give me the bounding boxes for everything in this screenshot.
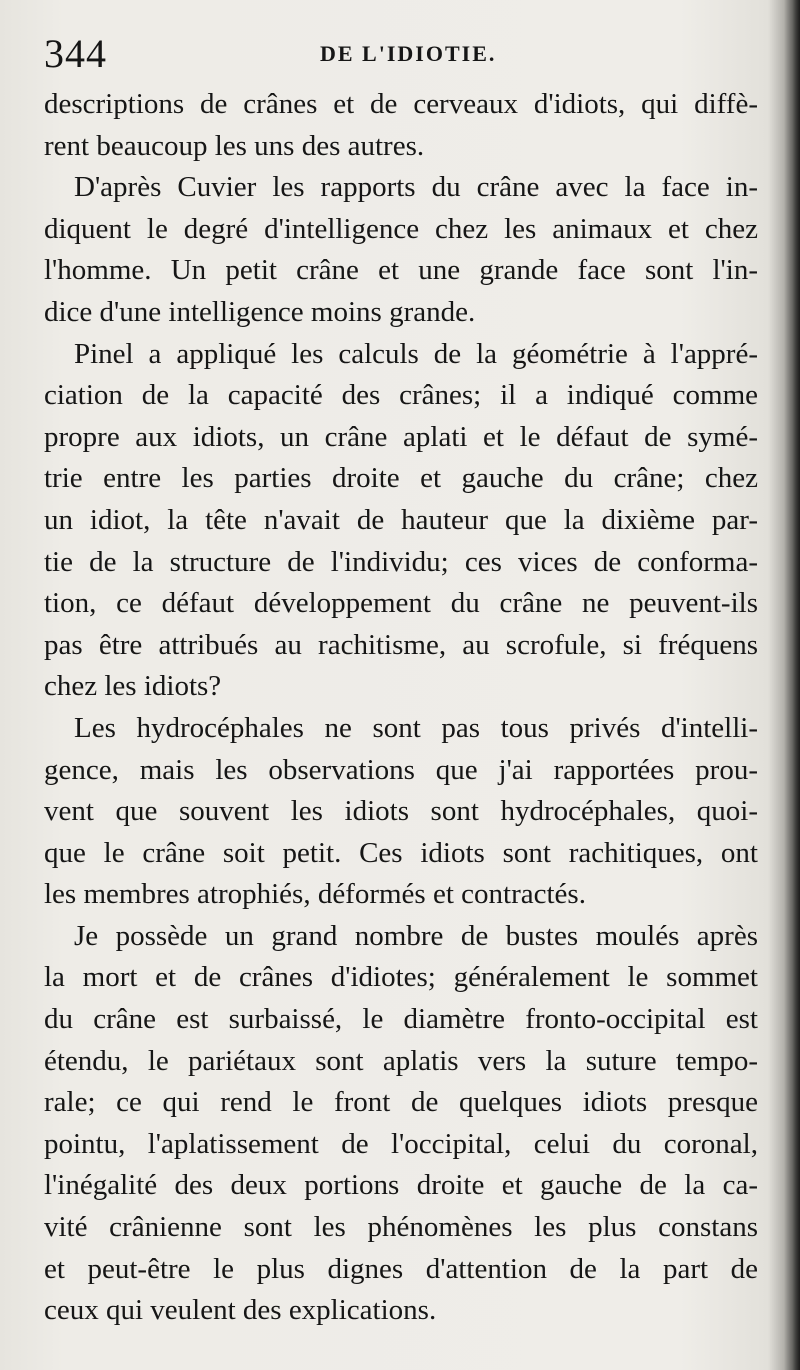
text-line: pointu, l'aplatissement de l'occipital, celui du coronal, <box>44 1127 758 1160</box>
text-line: Pinel a appliqué les calculs de la géométrie à l'appré- <box>74 337 758 370</box>
running-head: DE L'IDIOTIE. <box>320 41 497 66</box>
text-line: propre aux idiots, un crâne aplati et le défaut de symé- <box>44 420 758 453</box>
text-line: trie entre les parties droite et gauche du crâne; chez <box>44 462 758 495</box>
text-line: l'inégalité des deux portions droite et gauche de la ca- <box>44 1169 758 1202</box>
text-line: tion, ce défaut développement du crâne ne peuvent-ils <box>44 587 758 620</box>
text-line: Je possède un grand nombre de bustes moulés après <box>74 919 758 952</box>
text-line: diquent le degré d'intelligence chez les animaux et chez <box>44 212 758 245</box>
text-line: la mort et de crânes d'idiotes; généralement le sommet <box>44 961 758 994</box>
text-line: vité crânienne sont les phénomènes les plus constans <box>44 1211 758 1244</box>
page-header <box>44 30 754 78</box>
text-line: que le crâne soit petit. Ces idiots sont rachitiques, ont <box>44 836 758 869</box>
text-line: gence, mais les observations que j'ai rapportées prou- <box>44 753 758 786</box>
text-line: étendu, le pariétaux sont aplatis vers la suture tempo- <box>44 1044 758 1077</box>
text-line: un idiot, la tête n'avait de hauteur que la dixième par- <box>44 503 758 536</box>
text-line: D'après Cuvier les rapports du crâne avec la face in- <box>74 171 758 204</box>
page-edge-shadow <box>784 0 800 1370</box>
text-line: rent beaucoup les uns des autres. <box>44 129 425 162</box>
text-line: ciation de la capacité des crânes; il a indiqué comme <box>44 379 758 412</box>
text-line: Les hydrocéphales ne sont pas tous privés d'intelli- <box>74 711 758 744</box>
text-line: rale; ce qui rend le front de quelques idiots presque <box>44 1086 758 1119</box>
text-line: vent que souvent les idiots sont hydrocéphales, quoi- <box>44 795 758 828</box>
text-line: tie de la structure de l'individu; ces vices de conforma- <box>44 545 758 578</box>
text-line: pas être attribués au rachitisme, au scrofule, si fréquens <box>44 628 758 661</box>
body-text <box>44 84 758 1332</box>
text-line: et peut-être le plus dignes d'attention de la part de <box>44 1252 758 1285</box>
text-line: l'homme. Un petit crâne et une grande face sont l'in- <box>44 254 758 287</box>
text-line: descriptions de crânes et de cerveaux d'idiots, qui diffè- <box>44 88 758 120</box>
text-line: dice d'une intelligence moins grande. <box>44 295 476 328</box>
text-line: les membres atrophiés, déformés et contractés. <box>44 878 586 911</box>
text-line: ceux qui veulent des explications. <box>44 1294 437 1327</box>
text-line: du crâne est surbaissé, le diamètre fronto-occipital est <box>44 1003 758 1036</box>
page-number: 344 <box>44 31 107 76</box>
text-line: chez les idiots? <box>44 670 222 703</box>
